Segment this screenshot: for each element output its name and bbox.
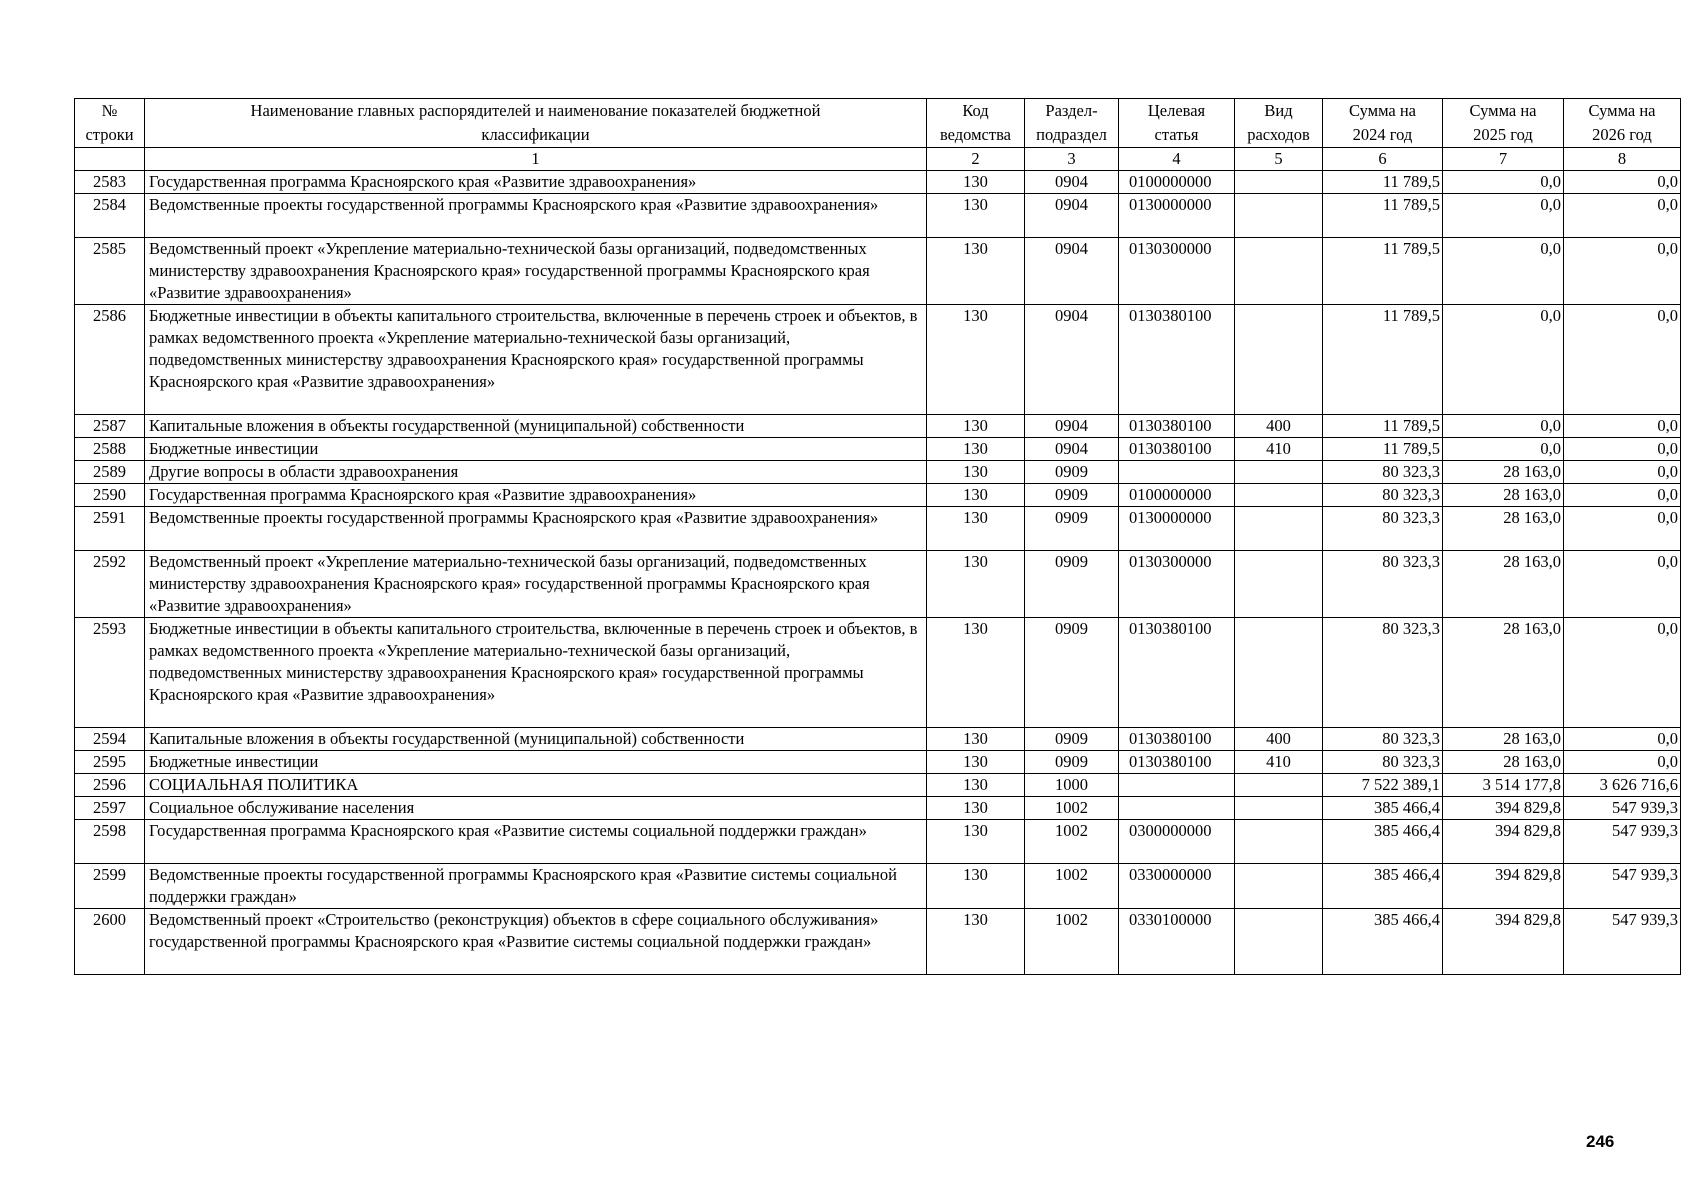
sum-2024-cell: 11 789,5 [1323, 415, 1443, 438]
sum-2024-cell: 385 466,4 [1323, 864, 1443, 909]
row-number-cell: 2584 [75, 194, 145, 238]
expense-kind-cell [1235, 909, 1323, 975]
expense-kind-cell: 410 [1235, 751, 1323, 774]
indicator-name-cell: Бюджетные инвестиции в объекты капитального строительства, включенные в перечень строек и объектов, в рамках ведомственного проекта «Укрепление материально-технической базы организаций, подведомственных министерству здравоохранения Красноярского края» государственной программы Красноярского края «Развитие здравоохранения» [145, 618, 927, 728]
header-text: 2024 год [1352, 125, 1413, 144]
indicator-name-cell: Ведомственные проекты государственной программы Красноярского края «Развитие здравоохранения» [145, 507, 927, 551]
department-code-cell: 130 [927, 415, 1025, 438]
row-number-cell: 2599 [75, 864, 145, 909]
header-text: № [101, 101, 118, 120]
expense-kind-cell: 410 [1235, 438, 1323, 461]
header-row-number [75, 99, 145, 148]
table-row [75, 194, 1681, 238]
expense-kind-cell [1235, 461, 1323, 484]
department-code-cell: 130 [927, 484, 1025, 507]
header-expense-kind [1235, 99, 1323, 148]
department-code-cell: 130 [927, 797, 1025, 820]
expense-kind-cell: 400 [1235, 415, 1323, 438]
sum-2024-cell: 80 323,3 [1323, 618, 1443, 728]
sum-2026-cell: 0,0 [1564, 507, 1681, 551]
column-number: 3 [1025, 148, 1119, 171]
expense-kind-cell [1235, 305, 1323, 415]
sum-2025-cell: 394 829,8 [1443, 797, 1564, 820]
table-row [75, 461, 1681, 484]
column-number-row [75, 148, 1681, 171]
department-code-cell: 130 [927, 305, 1025, 415]
target-article-cell: 0130000000 [1119, 507, 1235, 551]
header-text: ведомства [939, 125, 1011, 144]
target-article-cell: 0130380100 [1119, 415, 1235, 438]
header-sum-2024 [1323, 99, 1443, 148]
column-number: 1 [145, 148, 927, 171]
sum-2024-cell: 80 323,3 [1323, 461, 1443, 484]
department-code-cell: 130 [927, 909, 1025, 975]
target-article-cell: 0130380100 [1119, 728, 1235, 751]
sum-2026-cell: 0,0 [1564, 484, 1681, 507]
department-code-cell: 130 [927, 461, 1025, 484]
row-number-cell: 2592 [75, 551, 145, 618]
header-department-code [927, 99, 1025, 148]
indicator-name-cell: Бюджетные инвестиции [145, 751, 927, 774]
expense-kind-cell [1235, 618, 1323, 728]
sum-2026-cell: 0,0 [1564, 415, 1681, 438]
sum-2026-cell: 0,0 [1564, 194, 1681, 238]
table-row [75, 551, 1681, 618]
header-text: Целевая [1147, 101, 1206, 120]
sum-2026-cell: 547 939,3 [1564, 820, 1681, 864]
expense-kind-cell [1235, 484, 1323, 507]
department-code-cell: 130 [927, 507, 1025, 551]
table-row [75, 618, 1681, 728]
section-code-cell: 0904 [1025, 171, 1119, 194]
header-text: Сумма на [1588, 101, 1656, 120]
section-code-cell: 0909 [1025, 551, 1119, 618]
target-article-cell: 0330100000 [1119, 909, 1235, 975]
sum-2025-cell: 394 829,8 [1443, 864, 1564, 909]
department-code-cell: 130 [927, 238, 1025, 305]
expense-kind-cell [1235, 820, 1323, 864]
section-code-cell: 0904 [1025, 438, 1119, 461]
sum-2024-cell: 7 522 389,1 [1323, 774, 1443, 797]
sum-2026-cell: 547 939,3 [1564, 797, 1681, 820]
header-name [145, 99, 927, 148]
department-code-cell: 130 [927, 864, 1025, 909]
sum-2025-cell: 28 163,0 [1443, 507, 1564, 551]
indicator-name-cell: Ведомственный проект «Укрепление материально-технической базы организаций, подведомственных министерству здравоохранения Красноярского края» государственной программы Красноярского края «Развитие здравоохранения» [145, 551, 927, 618]
sum-2025-cell: 28 163,0 [1443, 618, 1564, 728]
sum-2026-cell: 0,0 [1564, 438, 1681, 461]
table-row [75, 171, 1681, 194]
indicator-name-cell: Государственная программа Красноярского края «Развитие системы социальной поддержки граждан» [145, 820, 927, 864]
indicator-name-cell: Ведомственный проект «Строительство (реконструкция) объектов в сфере социального обслуживания» государственной программы Красноярского края «Развитие системы социальной поддержки граждан» [145, 909, 927, 975]
sum-2026-cell: 0,0 [1564, 728, 1681, 751]
header-text: подраздел [1036, 125, 1107, 144]
page-number: 246 [1586, 1132, 1615, 1151]
sum-2025-cell: 394 829,8 [1443, 909, 1564, 975]
header-sum-2026 [1564, 99, 1681, 148]
target-article-cell: 0130380100 [1119, 618, 1235, 728]
sum-2026-cell: 0,0 [1564, 305, 1681, 415]
target-article-cell: 0130380100 [1119, 751, 1235, 774]
section-code-cell: 0904 [1025, 194, 1119, 238]
row-number-cell: 2598 [75, 820, 145, 864]
table-row [75, 820, 1681, 864]
section-code-cell: 1002 [1025, 909, 1119, 975]
section-code-cell: 0909 [1025, 484, 1119, 507]
sum-2025-cell: 0,0 [1443, 171, 1564, 194]
row-number-cell: 2586 [75, 305, 145, 415]
target-article-cell: 0130300000 [1119, 238, 1235, 305]
header-sum-2025 [1443, 99, 1564, 148]
sum-2025-cell: 28 163,0 [1443, 461, 1564, 484]
indicator-name-cell: Бюджетные инвестиции [145, 438, 927, 461]
sum-2024-cell: 80 323,3 [1323, 551, 1443, 618]
section-code-cell: 0909 [1025, 507, 1119, 551]
department-code-cell: 130 [927, 438, 1025, 461]
header-text: Код [962, 101, 989, 120]
sum-2026-cell: 547 939,3 [1564, 909, 1681, 975]
header-text: строки [85, 125, 134, 144]
sum-2026-cell: 0,0 [1564, 751, 1681, 774]
target-article-cell: 0130300000 [1119, 551, 1235, 618]
row-number-cell: 2593 [75, 618, 145, 728]
department-code-cell: 130 [927, 171, 1025, 194]
department-code-cell: 130 [927, 820, 1025, 864]
sum-2026-cell: 0,0 [1564, 461, 1681, 484]
column-number: 6 [1323, 148, 1443, 171]
sum-2026-cell: 0,0 [1564, 618, 1681, 728]
row-number-cell: 2590 [75, 484, 145, 507]
department-code-cell: 130 [927, 618, 1025, 728]
sum-2025-cell: 0,0 [1443, 194, 1564, 238]
target-article-cell [1119, 774, 1235, 797]
header-text: расходов [1247, 125, 1310, 144]
expense-kind-cell [1235, 171, 1323, 194]
target-article-cell: 0330000000 [1119, 864, 1235, 909]
target-article-cell [1119, 797, 1235, 820]
target-article-cell: 0130380100 [1119, 305, 1235, 415]
sum-2024-cell: 11 789,5 [1323, 238, 1443, 305]
sum-2024-cell: 385 466,4 [1323, 909, 1443, 975]
expense-kind-cell [1235, 194, 1323, 238]
column-number: 5 [1235, 148, 1323, 171]
column-number: 8 [1564, 148, 1681, 171]
target-article-cell: 0300000000 [1119, 820, 1235, 864]
column-number: 7 [1443, 148, 1564, 171]
sum-2025-cell: 0,0 [1443, 238, 1564, 305]
expense-kind-cell: 400 [1235, 728, 1323, 751]
table-row [75, 909, 1681, 975]
section-code-cell: 0904 [1025, 415, 1119, 438]
header-text: классификации [481, 125, 590, 144]
sum-2025-cell: 28 163,0 [1443, 751, 1564, 774]
column-number: 2 [927, 148, 1025, 171]
section-code-cell: 0904 [1025, 238, 1119, 305]
section-code-cell: 0904 [1025, 305, 1119, 415]
row-number-cell: 2587 [75, 415, 145, 438]
indicator-name-cell: Капитальные вложения в объекты государственной (муниципальной) собственности [145, 415, 927, 438]
indicator-name-cell: Ведомственные проекты государственной программы Красноярского края «Развитие системы социальной поддержки граждан» [145, 864, 927, 909]
target-article-cell: 0100000000 [1119, 171, 1235, 194]
expense-kind-cell [1235, 797, 1323, 820]
row-number-cell: 2585 [75, 238, 145, 305]
header-row [75, 99, 1681, 148]
column-number-blank [75, 148, 145, 171]
sum-2024-cell: 385 466,4 [1323, 820, 1443, 864]
indicator-name-cell: Социальное обслуживание населения [145, 797, 927, 820]
table-row [75, 415, 1681, 438]
header-text: Наименование главных распорядителей и наименование показателей бюджетной [250, 101, 821, 120]
table-header [75, 99, 1681, 171]
header-text: Раздел- [1045, 101, 1098, 120]
section-code-cell: 0909 [1025, 751, 1119, 774]
indicator-name-cell: СОЦИАЛЬНАЯ ПОЛИТИКА [145, 774, 927, 797]
indicator-name-cell: Бюджетные инвестиции в объекты капитального строительства, включенные в перечень строек и объектов, в рамках ведомственного проекта «Укрепление материально-технической базы организаций, подведомственных министерству здравоохранения Красноярского края» государственной программы Красноярского края «Развитие здравоохранения» [145, 305, 927, 415]
sum-2024-cell: 80 323,3 [1323, 484, 1443, 507]
header-text: статья [1154, 125, 1199, 144]
row-number-cell: 2595 [75, 751, 145, 774]
expense-kind-cell [1235, 551, 1323, 618]
header-text: 2026 год [1592, 125, 1652, 144]
table-row [75, 238, 1681, 305]
section-code-cell: 0909 [1025, 728, 1119, 751]
table-row [75, 751, 1681, 774]
sum-2025-cell: 28 163,0 [1443, 484, 1564, 507]
sum-2024-cell: 11 789,5 [1323, 305, 1443, 415]
section-code-cell: 1000 [1025, 774, 1119, 797]
section-code-cell: 1002 [1025, 864, 1119, 909]
sum-2024-cell: 385 466,4 [1323, 797, 1443, 820]
table-row [75, 864, 1681, 909]
row-number-cell: 2596 [75, 774, 145, 797]
department-code-cell: 130 [927, 751, 1025, 774]
expense-kind-cell [1235, 507, 1323, 551]
header-target-article [1119, 99, 1235, 148]
sum-2026-cell: 0,0 [1564, 171, 1681, 194]
header-text: Сумма на [1469, 101, 1537, 120]
sum-2026-cell: 0,0 [1564, 551, 1681, 618]
section-code-cell: 1002 [1025, 797, 1119, 820]
expense-kind-cell [1235, 774, 1323, 797]
target-article-cell: 0130380100 [1119, 438, 1235, 461]
sum-2024-cell: 80 323,3 [1323, 751, 1443, 774]
sum-2025-cell: 394 829,8 [1443, 820, 1564, 864]
sum-2024-cell: 11 789,5 [1323, 171, 1443, 194]
indicator-name-cell: Государственная программа Красноярского края «Развитие здравоохранения» [145, 171, 927, 194]
department-code-cell: 130 [927, 194, 1025, 238]
row-number-cell: 2600 [75, 909, 145, 975]
section-code-cell: 1002 [1025, 820, 1119, 864]
row-number-cell: 2588 [75, 438, 145, 461]
header-text: Вид [1264, 101, 1293, 120]
target-article-cell [1119, 461, 1235, 484]
indicator-name-cell: Государственная программа Красноярского края «Развитие здравоохранения» [145, 484, 927, 507]
row-number-cell: 2591 [75, 507, 145, 551]
sum-2026-cell: 547 939,3 [1564, 864, 1681, 909]
department-code-cell: 130 [927, 551, 1025, 618]
indicator-name-cell: Другие вопросы в области здравоохранения [145, 461, 927, 484]
sum-2026-cell: 3 626 716,6 [1564, 774, 1681, 797]
row-number-cell: 2594 [75, 728, 145, 751]
sum-2024-cell: 11 789,5 [1323, 438, 1443, 461]
column-number: 4 [1119, 148, 1235, 171]
target-article-cell: 0130000000 [1119, 194, 1235, 238]
sum-2024-cell: 11 789,5 [1323, 194, 1443, 238]
header-text: 2025 год [1473, 125, 1533, 144]
sum-2025-cell: 28 163,0 [1443, 728, 1564, 751]
table-row [75, 797, 1681, 820]
header-text: Сумма на [1349, 101, 1416, 120]
table-row [75, 774, 1681, 797]
row-number-cell: 2589 [75, 461, 145, 484]
table-row [75, 305, 1681, 415]
section-code-cell: 0909 [1025, 618, 1119, 728]
indicator-name-cell: Ведомственный проект «Укрепление материально-технической базы организаций, подведомственных министерству здравоохранения Красноярского края» государственной программы Красноярского края «Развитие здравоохранения» [145, 238, 927, 305]
budget-table [74, 98, 1681, 975]
department-code-cell: 130 [927, 774, 1025, 797]
sum-2024-cell: 80 323,3 [1323, 728, 1443, 751]
expense-kind-cell [1235, 864, 1323, 909]
sum-2026-cell: 0,0 [1564, 238, 1681, 305]
sum-2024-cell: 80 323,3 [1323, 507, 1443, 551]
indicator-name-cell: Ведомственные проекты государственной программы Красноярского края «Развитие здравоохранения» [145, 194, 927, 238]
table-row [75, 507, 1681, 551]
section-code-cell: 0909 [1025, 461, 1119, 484]
table-row [75, 728, 1681, 751]
table-body [75, 171, 1681, 975]
sum-2025-cell: 0,0 [1443, 415, 1564, 438]
department-code-cell: 130 [927, 728, 1025, 751]
expense-kind-cell [1235, 238, 1323, 305]
sum-2025-cell: 3 514 177,8 [1443, 774, 1564, 797]
row-number-cell: 2583 [75, 171, 145, 194]
sum-2025-cell: 0,0 [1443, 438, 1564, 461]
table-row [75, 484, 1681, 507]
target-article-cell: 0100000000 [1119, 484, 1235, 507]
header-section [1025, 99, 1119, 148]
sum-2025-cell: 0,0 [1443, 305, 1564, 415]
row-number-cell: 2597 [75, 797, 145, 820]
sum-2025-cell: 28 163,0 [1443, 551, 1564, 618]
table-row [75, 438, 1681, 461]
indicator-name-cell: Капитальные вложения в объекты государственной (муниципальной) собственности [145, 728, 927, 751]
